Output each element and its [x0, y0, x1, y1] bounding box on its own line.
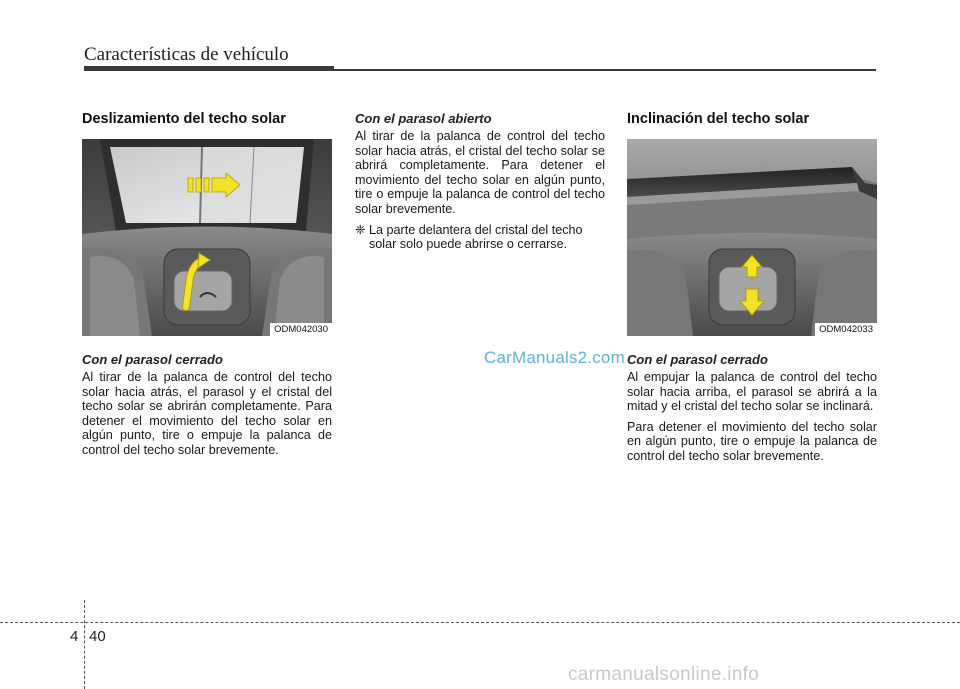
- paragraph-tilt-2: Para detener el movimiento del techo solar en algún punto, tire o empuje la palanca de control del techo solar brevemente.: [627, 419, 877, 463]
- note: [355, 223, 605, 252]
- header-rule-thick: [84, 66, 334, 71]
- header-rule-thin: [334, 69, 876, 71]
- column-tilting: [627, 111, 877, 470]
- figure-sunroof-slide: [82, 139, 332, 336]
- footer-rule-horizontal: [0, 622, 960, 623]
- footer-rule-vertical: [84, 600, 85, 689]
- subheading-sunshade-closed-tilt: Con el parasol cerrado: [627, 352, 768, 367]
- sunroof-tilt-illustration: [627, 139, 877, 336]
- sunroof-slide-illustration: [82, 139, 332, 336]
- figure-sunroof-tilt: [627, 139, 877, 336]
- note-mark-icon: ❈: [355, 222, 366, 237]
- chapter-number: 4: [70, 628, 79, 645]
- site-watermark: carmanualsonline.info: [568, 664, 760, 685]
- column-sunshade-open: [355, 111, 605, 252]
- subheading-sunshade-open: Con el parasol abierto: [355, 111, 492, 126]
- section-heading-sliding: Deslizamiento del techo solar: [82, 111, 286, 127]
- paragraph-slide-open: Al tirar de la palanca de control del techo solar hacia atrás, el cristal del techo solar se abrirá completamente. Para detener el movimiento del techo solar en algún punto, tire o empuje la palanca de control del techo solar brevemente.: [355, 129, 605, 216]
- section-heading-tilting: Inclinación del techo solar: [627, 111, 810, 127]
- page-number: 40: [89, 628, 106, 645]
- watermark: CarManuals2.com: [484, 348, 625, 367]
- figure-caption: ODM042030: [270, 323, 332, 336]
- figure-caption: ODM042033: [815, 323, 877, 336]
- page-header-title: Características de vehículo: [84, 44, 289, 65]
- note-text: La parte delantera del cristal del techo solar solo puede abrirse o cerrarse.: [369, 222, 583, 252]
- column-sliding: [82, 111, 332, 464]
- paragraph-slide-closed: Al tirar de la palanca de control del techo solar hacia atrás, el parasol y el cristal del techo solar se abrirán completamente. Para detener el movimiento del techo solar en algún punto, tire o empuje la palanca de control del techo solar brevemente.: [82, 370, 332, 457]
- subheading-sunshade-closed: Con el parasol cerrado: [82, 352, 223, 367]
- paragraph-tilt-1: Al empujar la palanca de control del techo solar hacia arriba, el parasol se abrirá a la mitad y el cristal del techo solar se inclinará.: [627, 370, 877, 414]
